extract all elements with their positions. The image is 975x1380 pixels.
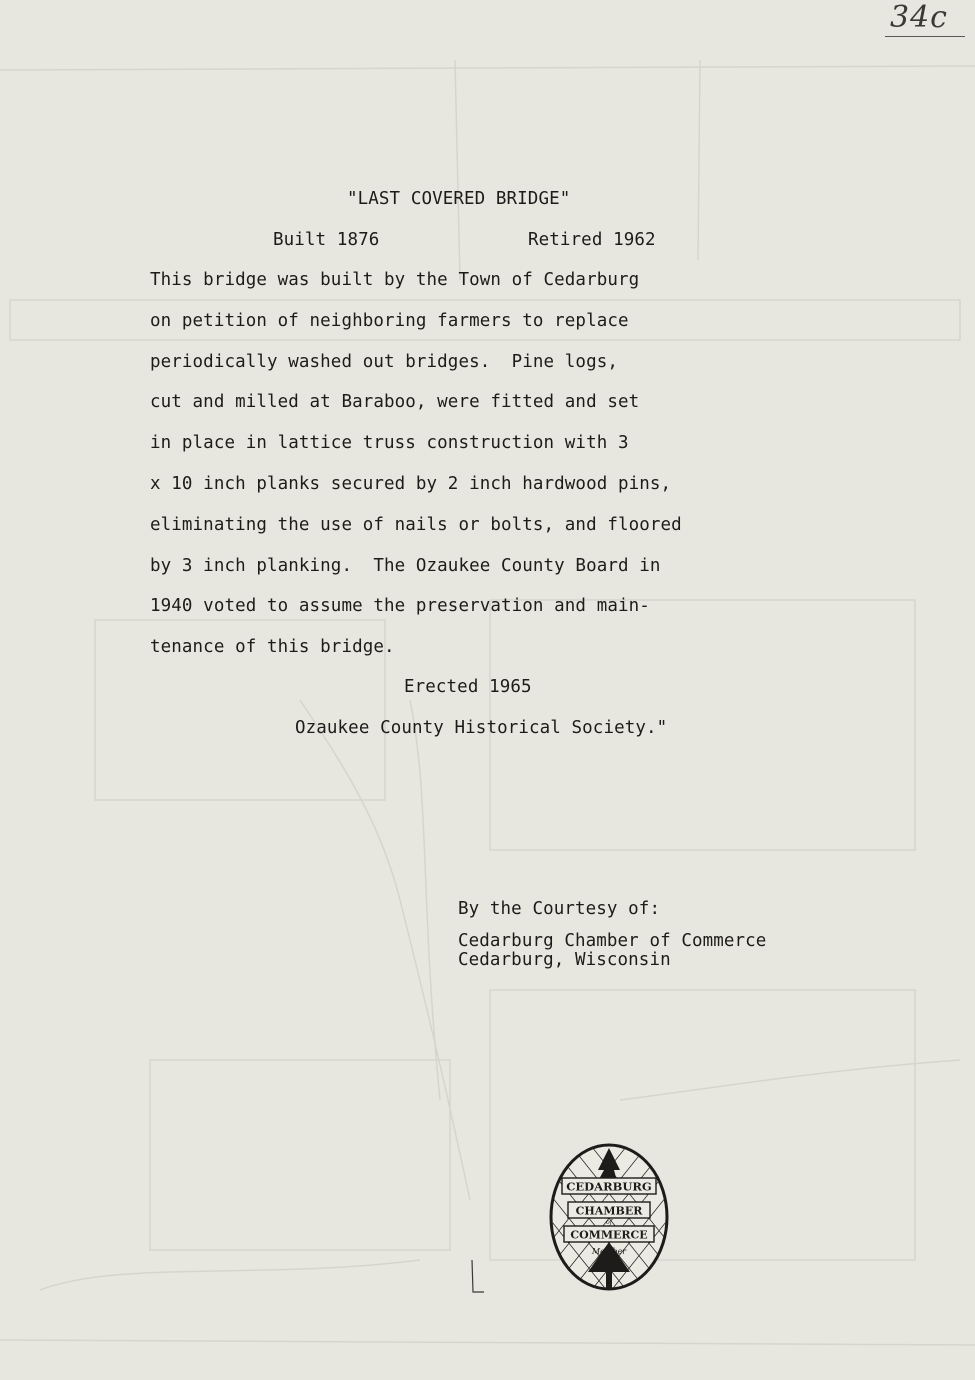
built-year: Built 1876 [273, 230, 380, 250]
body-line: periodically washed out bridges. Pine logs, [150, 352, 618, 372]
page-number-underline [885, 36, 965, 37]
handwritten-page-number: 34c [890, 0, 948, 35]
body-line: by 3 inch planking. The Ozaukee County Board in [150, 556, 661, 576]
body-line: on petition of neighboring farmers to replace [150, 311, 629, 331]
pencil-mark [470, 1258, 486, 1294]
chamber-seal-logo [548, 1142, 670, 1292]
erected-year: Erected 1965 [404, 677, 532, 697]
seal-text: Member [591, 1247, 627, 1256]
body-line: eliminating the use of nails or bolts, and floored [150, 515, 682, 535]
seal-text: CHAMBER [575, 1204, 643, 1218]
courtesy-location: Cedarburg, Wisconsin [458, 950, 671, 970]
body-line: This bridge was built by the Town of Cedarburg [150, 270, 640, 290]
historical-society: Ozaukee County Historical Society." [295, 718, 668, 738]
body-line: 1940 voted to assume the preservation and main- [150, 596, 650, 616]
seal-text: COMMERCE [570, 1228, 648, 1242]
retired-year: Retired 1962 [528, 230, 656, 250]
seal-text: of [606, 1219, 612, 1226]
body-line: x 10 inch planks secured by 2 inch hardwood pins, [150, 474, 672, 494]
seal-text: CEDARBURG [566, 1179, 652, 1194]
body-line: tenance of this bridge. [150, 637, 395, 657]
courtesy-heading: By the Courtesy of: [458, 899, 661, 919]
document-title: "LAST COVERED BRIDGE" [347, 189, 571, 209]
courtesy-organization: Cedarburg Chamber of Commerce [458, 931, 767, 951]
body-line: in place in lattice truss construction with 3 [150, 433, 629, 453]
body-line: cut and milled at Baraboo, were fitted and set [150, 392, 640, 412]
